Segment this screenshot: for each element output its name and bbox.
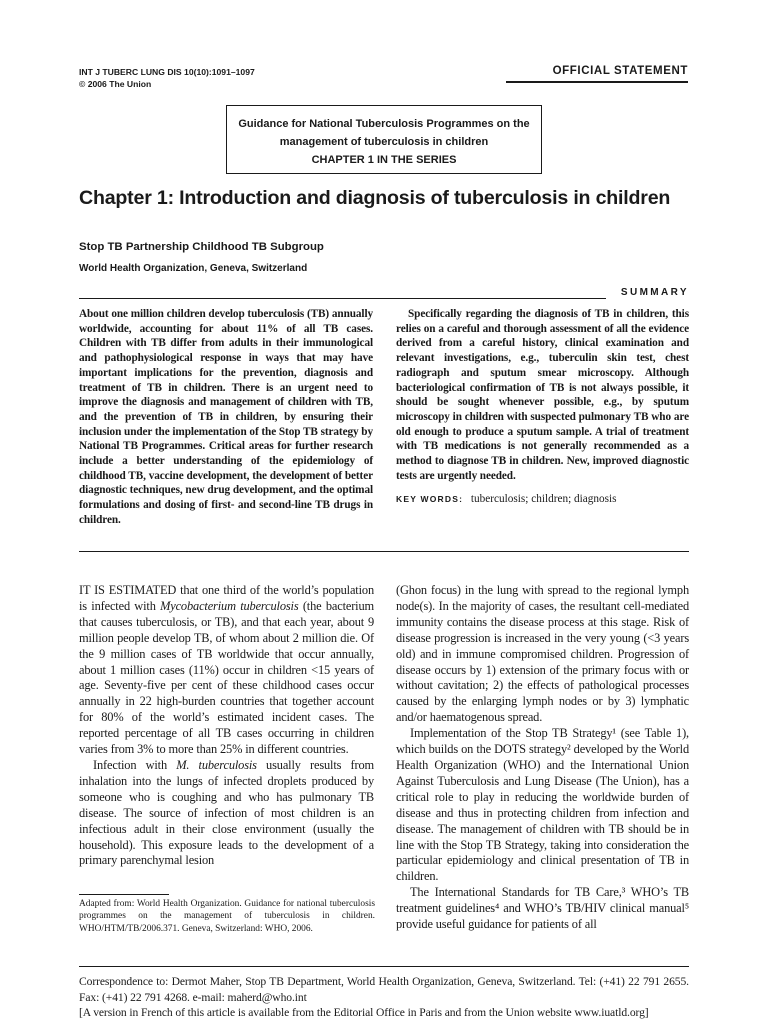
article-type-rule: [506, 81, 688, 83]
article-type-label: OFFICIAL STATEMENT: [552, 65, 688, 77]
body-paragraph: Implementation of the Stop TB Strategy¹ (see Table 1), which builds on the DOTS strategy² developed by the World Health Organization (WHO) and the International Union Against Tuberculosis and Lung Disease (The Union), has a critical role to play in reducing the worldwide burden of disease and thus in protecting children from infection and disease. The management of children with TB should be in line with the Stop TB Strategy, taking into consideration the particular epidemiology and clinical presentation of TB in children.: [396, 726, 689, 884]
affiliation: World Health Organization, Geneva, Switzerland: [79, 263, 308, 274]
journal-volume: INT J TUBERC LUNG DIS 10(10):1091–1097: [79, 67, 255, 77]
article-title: Chapter 1: Introduction and diagnosis of tuberculosis in children: [79, 187, 671, 209]
body-column-right: [396, 583, 689, 933]
body-column-left: [79, 583, 374, 869]
footnote: Adapted from: World Health Organization. Guidance for national tuberculosis programmes on the management of tuberculosis in children. WHO/HTM/TB/2006.371. Geneva, Switzerland: WHO, 2006.: [79, 899, 375, 934]
body-text: usually results from inhalation into the lungs of infected droplets produced by someone who is coughing and who has pulmonary TB disease. The source of infection of most children is an infectious adult in their close environment (usually the household). This exposure leads to the development of a primary parenchymal lesion: [79, 757, 374, 868]
correspondence-rule: [79, 966, 689, 967]
french-version-note: [A version in French of this article is available from the Editorial Office in Paris and from the Union website www.iuatld.org]: [79, 1006, 649, 1019]
abstract-rule: [79, 551, 689, 552]
abstract-left: About one million children develop tuberculosis (TB) annually worldwide, accounting for about 11% of all TB cases. Children with TB differ from adults in their immunological and pathophysiological response in ways that may have important implications for the prevention, diagnosis and treatment of TB in children. There is an urgent need to improve the diagnosis and management of children with TB, and the prevention of TB in children, by ensuring their inclusion under the implementation of the Stop TB strategy by National TB Programmes. Critical areas for further research include a better understanding of the epidemiology of childhood TB, vaccine development, the development of better diagnostic techniques, new drug development, and the optimal formulations and dosing of first- and second-line TB drugs in children.: [79, 308, 373, 526]
correspondence: Correspondence to: Dermot Maher, Stop TB Department, World Health Organization, Geneva, Switzerland. Tel: (+41) 22 791 2655. Fax: (+41) 22 791 4268. e-mail: maherd@who.int: [79, 975, 689, 1004]
series-line-2: management of tuberculosis in children: [279, 136, 489, 148]
body-paragraph: The International Standards for TB Care,³ WHO’s TB treatment guidelines⁴ and WHO’s TB/HIV clinical manual⁵ provide useful guidance for patients of all: [396, 885, 689, 932]
body-paragraph: [79, 758, 374, 869]
footnote-rule: [79, 894, 169, 895]
series-box: [226, 105, 542, 174]
keywords-label: KEY WORDS:: [396, 494, 464, 504]
body-text: IT IS ESTIMATED that one third of the world’s population is infected with: [79, 583, 374, 613]
body-paragraph: (Ghon focus) in the lung with spread to the regional lymph node(s). In the majority of cases, the resultant cell-mediated immunity contains the disease process at this stage. Risk of disease progression is increased in the very young (<3 years old) and in immune compromised children. Progression of disease occurs by 1) extension of the primary focus with or without cavitation; 2) the effects of pathological processes caused by the enlarging lymph nodes or by 3) lymphatic and/or haematogenous spread.: [396, 583, 689, 725]
series-line-3: CHAPTER 1 IN THE SERIES: [311, 154, 457, 166]
body-text: Infection with: [93, 757, 177, 772]
abstract-right: Specifically regarding the diagnosis of TB in children, this relies on a careful and thorough assessment of all the evidence derived from a careful history, clinical examination and relevant investigations, e.g., tuberculin skin test, chest radiograph and sputum smear microscopy. Although bacteriological confirmation of TB is not always possible, it should be sought whenever possible, e.g., by sputum microscopy in children with suspected pulmonary TB who are old enough to produce a sputum sample. A trial of treatment with TB medications is not generally recommended as a method to diagnose TB in children. New, improved diagnostic tests are urgently needed.: [396, 308, 689, 482]
summary-rule: [79, 298, 606, 299]
journal-copyright: © 2006 The Union: [79, 79, 152, 89]
species-name: Mycobacterium tuberculosis: [160, 598, 299, 613]
body-paragraph: [79, 583, 374, 758]
keywords: [396, 493, 617, 505]
keywords-list: tuberculosis; children; diagnosis: [470, 493, 617, 505]
body-text: (the bacterium that causes tuberculosis, or TB), and that each year, about 9 million people develop TB, of whom about 2 million die. Of the 9 million cases of TB worldwide that occur annually, about 1 million cases (11%) occur in children <15 years of age. Seventy-five per cent of these childhood cases occur annually in 22 high-burden countries that together account for 80% of the world’s estimated incident cases. The reported percentage of all TB cases occurring in children varies from 3% to more than 25% in different countries.: [79, 598, 375, 757]
author: Stop TB Partnership Childhood TB Subgroup: [79, 241, 324, 253]
species-name: M. tuberculosis: [176, 757, 257, 772]
journal-citation: [79, 66, 255, 90]
summary-label: SUMMARY: [620, 287, 689, 298]
series-line-1: Guidance for National Tuberculosis Programmes on the: [238, 118, 530, 130]
